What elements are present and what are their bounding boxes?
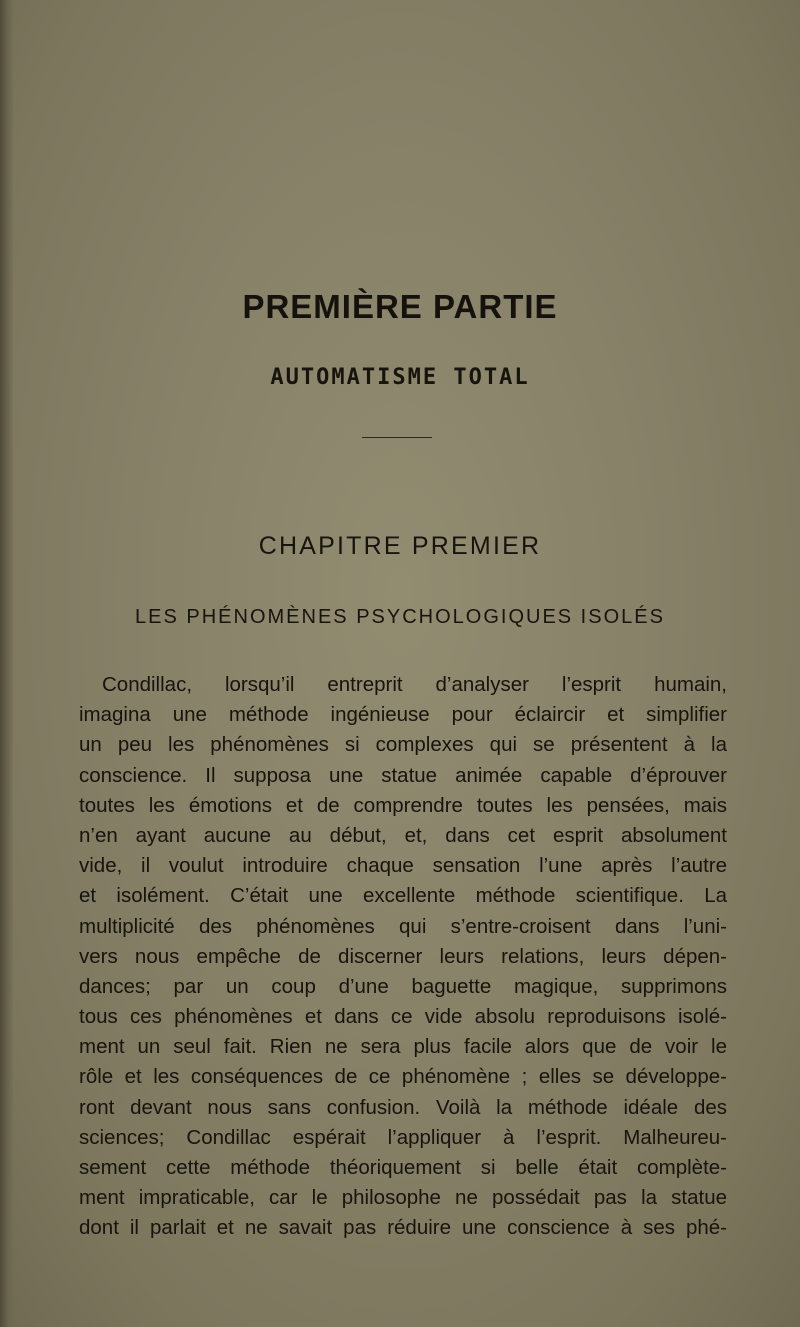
text-line: dances; par un coup d’une baguette magique, supprimons bbox=[79, 974, 727, 998]
text-line: tous ces phénomènes et dans ce vide absolu reproduisons isolé- bbox=[79, 1005, 727, 1029]
text-line: toutes les émotions et de comprendre toutes les pensées, mais bbox=[79, 793, 727, 817]
text-line: et isolément. C’était une excellente méthode scientifique. La bbox=[79, 884, 727, 908]
text-line: sciences; Condillac espérait l’appliquer à l’esprit. Malheureu- bbox=[79, 1125, 727, 1149]
text-line: imagina une méthode ingénieuse pour éclaircir et simplifier bbox=[79, 703, 727, 727]
text-line: conscience. Il supposa une statue animée capable d’éprouver bbox=[79, 763, 727, 787]
text-line: Condillac, lorsqu’il entreprit d’analyser l’esprit humain, bbox=[102, 673, 727, 696]
text-line: rôle et les conséquences de ce phénomène ; elles se développe- bbox=[79, 1065, 727, 1089]
text-line: vide, il voulut introduire chaque sensation l’une après l’autre bbox=[79, 854, 727, 878]
text-line: vers nous empêche de discerner leurs relations, leurs dépen- bbox=[79, 944, 727, 968]
chapter-subtitle: LES PHÉNOMÈNES PSYCHOLOGIQUES ISOLÉS bbox=[135, 606, 665, 628]
section-divider bbox=[362, 437, 432, 438]
text-line: multiplicité des phénomènes qui s’entre-croisent dans l’uni- bbox=[79, 914, 727, 938]
chapter-body-text bbox=[79, 670, 727, 1244]
text-line: ront devant nous sans confusion. Voilà la méthode idéale des bbox=[79, 1095, 727, 1119]
text-line: dont il parlait et ne savait pas réduire une conscience à ses phé- bbox=[79, 1216, 727, 1240]
text-line: ment un seul fait. Rien ne sera plus facile alors que de voir le bbox=[79, 1035, 727, 1059]
page-binding-edge bbox=[0, 0, 14, 1327]
part-title: PREMIÈRE PARTIE bbox=[242, 288, 558, 325]
text-line: sement cette méthode théoriquement si belle était complète- bbox=[79, 1156, 727, 1179]
chapter-title: CHAPITRE PREMIER bbox=[258, 532, 542, 560]
text-line: un peu les phénomènes si complexes qui se présentent à la bbox=[79, 733, 727, 757]
part-subtitle: AUTOMATISME TOTAL bbox=[270, 365, 530, 390]
text-line: n’en ayant aucune au début, et, dans cet esprit absolument bbox=[79, 823, 727, 847]
text-line: ment impraticable, car le philosophe ne possédait pas la statue bbox=[79, 1186, 727, 1210]
